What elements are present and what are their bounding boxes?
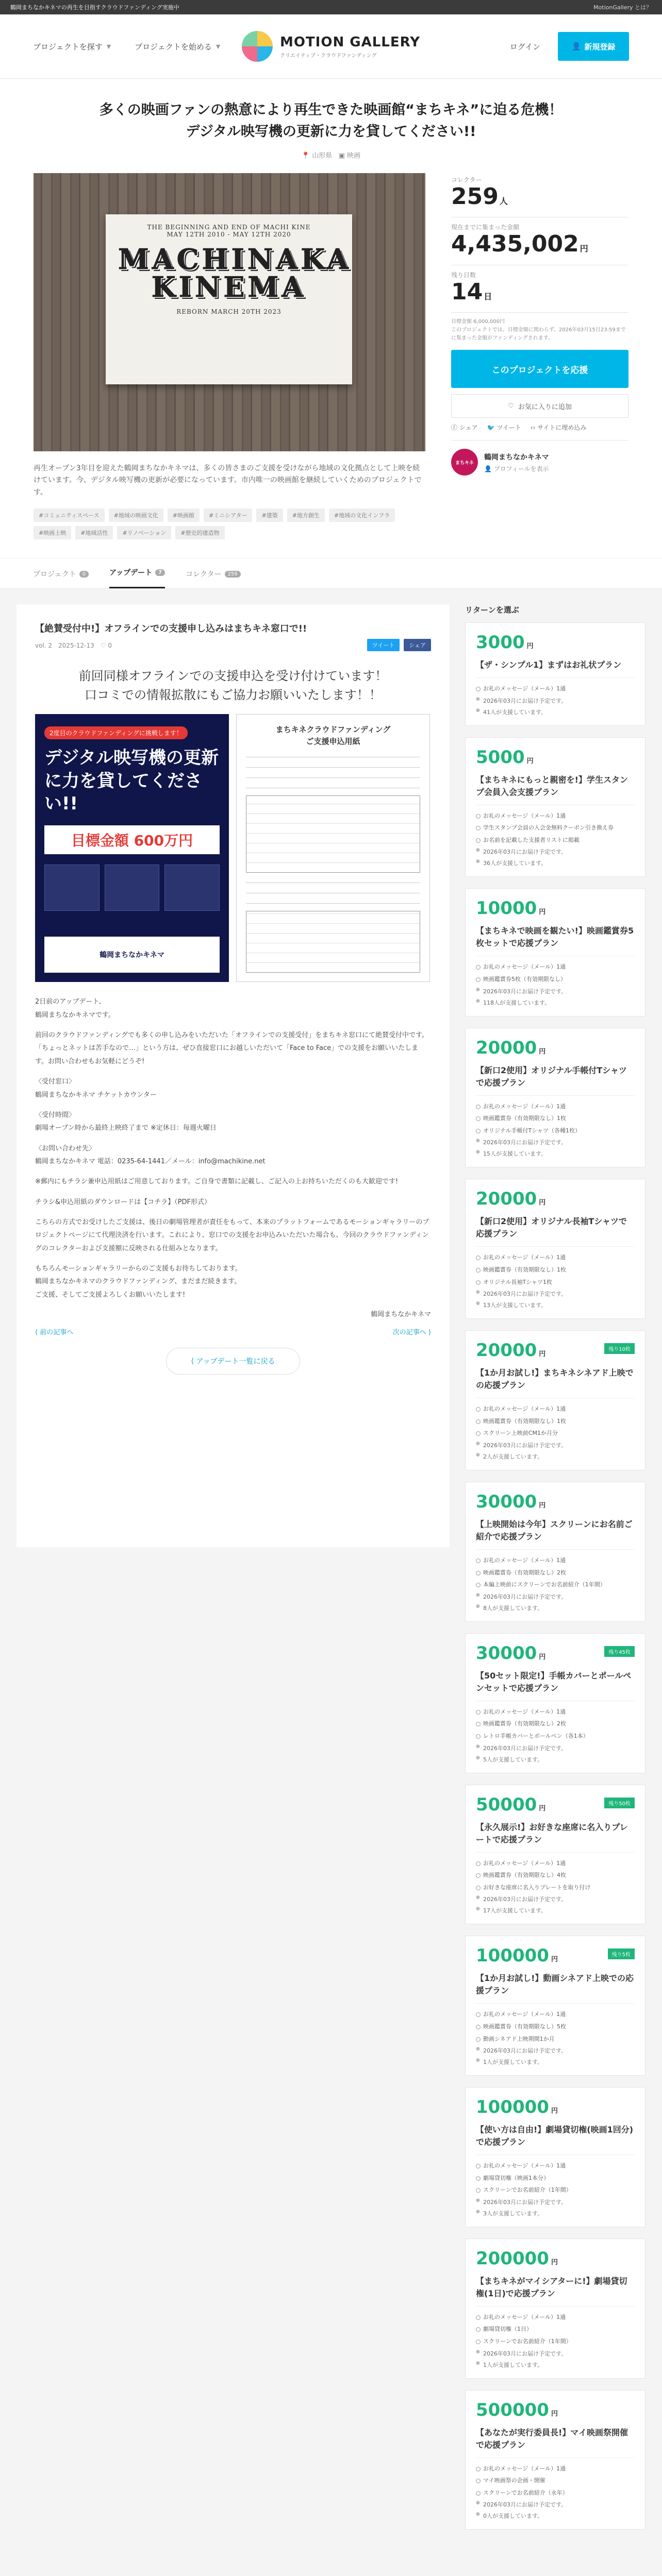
reward-item: お礼のメッセージ（メール）1通 xyxy=(476,1859,635,1868)
chevron-down-icon: ▼ xyxy=(216,43,221,50)
collectors-unit: 人 xyxy=(499,196,508,206)
update-meta: vol. 2 2025-12-13 ♡ 0 xyxy=(35,641,112,649)
arrow-left-icon: ⟨ xyxy=(191,1357,196,1365)
reward-price: 5000 円 xyxy=(476,747,534,768)
reward-meta: ● 2026年03月にお届け予定です。 xyxy=(476,1290,635,1298)
reward-item: 映画鑑賞券5枚（有効期限なし） xyxy=(476,975,635,984)
reward-item: 映画鑑賞券（有効期限なし）4枚 xyxy=(476,1871,635,1880)
limited-badge: 残り5枚 xyxy=(608,1948,635,1959)
reward-meta: ● 2026年03月にお届け予定です。 xyxy=(476,1441,635,1449)
user-icon: 👤 xyxy=(571,42,582,51)
site-header xyxy=(0,14,662,79)
limited-badge: 残り45枚 xyxy=(604,1646,635,1657)
update-lead: 前回同様オフラインでの支援申込を受け付けています！ 口コミでの情報拡散にもご協力お願いいたします！！ xyxy=(78,669,388,703)
reward-heading: リターンを選ぶ xyxy=(465,605,519,615)
update-paragraph: 〈お問い合わせ先〉 鶴岡まちなかキネマ 電話：0235-64-1441／メール：info@machikine.net xyxy=(35,1144,266,1165)
update-paragraph: 〈受付時間〉 劇場オープン時から最終上映終了まで ※定休日：毎週火曜日 xyxy=(35,1111,217,1132)
category-text[interactable]: 映画 xyxy=(347,151,361,160)
logo-mark-icon xyxy=(242,31,273,62)
reward-price: 10000 円 xyxy=(476,898,546,919)
nav-start-label: プロジェクトを始める xyxy=(135,42,212,52)
reward-name: 【まちキネで映画を観たい!】映画鑑賞券5枚セットで応援プラン xyxy=(476,926,634,948)
reward-item: オリジナル長袖Tシャツ1枚 xyxy=(476,1278,635,1287)
reward-price: 100000 円 xyxy=(476,1945,558,1967)
reward-card[interactable] xyxy=(465,622,646,726)
reward-meta: ● 15人が支援しています。 xyxy=(476,1149,635,1158)
reward-name: 【まちキネがマイシアターに!】劇場貸切権(1日)で応援プラン xyxy=(476,2276,627,2298)
reward-item: 映画鑑賞券（有効期限なし）5枚 xyxy=(476,2022,635,2031)
tab-count: 259 xyxy=(225,571,241,578)
reward-meta: ● 2026年03月にお届け予定です。 xyxy=(476,2046,635,2055)
reward-item: お礼のメッセージ（メール）1通 xyxy=(476,1253,635,1262)
flyer-footer: 鶴岡まちなかキネマ xyxy=(44,937,220,973)
campaign-flyer xyxy=(35,714,229,982)
reward-price: 20000 円 xyxy=(476,1189,546,1210)
reward-meta: ● 3人が支援しています。 xyxy=(476,2209,635,2217)
share-facebook-link[interactable]: ⓕ シェア xyxy=(451,424,478,432)
funding-note: 目標金額 6,000,000円 このプロジェクトでは、目標金額に関わらず、2026年03月15日23:59までに集まった金額がファンディングされます。 xyxy=(451,319,626,342)
share-twitter-link[interactable]: 🐦 ツイート xyxy=(487,424,521,432)
tag[interactable]: #映画上映 xyxy=(34,526,71,539)
update-paragraph: 〈受付窓口〉 鶴岡まちなかキネマ チケットカウンター xyxy=(35,1078,157,1099)
back-label: アップデート一覧に戻る xyxy=(196,1357,275,1366)
raised-amount xyxy=(451,231,628,258)
reward-card[interactable] xyxy=(465,2390,646,2530)
update-paragraph: 2日前のアップデート、 鶴岡まちなかキネマです。 xyxy=(35,998,115,1019)
flyer-photos xyxy=(44,865,220,911)
days-label: 残り日数 xyxy=(451,271,476,279)
reward-meta: ● 8人が支援しています。 xyxy=(476,1604,635,1612)
tab-project[interactable] xyxy=(33,569,89,588)
reward-item: お名前を記載した支援者リストに掲載 xyxy=(476,836,635,845)
reward-item: 本編上映前にスクリーンでお名前紹介（1年間） xyxy=(476,1580,635,1589)
about-link[interactable]: MotionGallery とは？ xyxy=(593,4,652,11)
favorite-button[interactable] xyxy=(451,394,628,418)
owner-profile-link[interactable] xyxy=(484,464,549,473)
update-paragraph: こちらの方式でお受けしたご支援は、後日の劇場管理者が責任をもって、本来のプラットフォームであるモーションギャラリーのプロジェクトページにて代理決済を行います。これにより、窓口での支援をお申込みいただいた場合も、今回のクラウドファンディングのコレクターおよび支援額に反映される仕組みとなります。 xyxy=(35,1218,429,1252)
reward-item: スクリーンでお名前紹介（1年間） xyxy=(476,2185,635,2195)
logo-subtitle: クリエイティブ・クラウドファンディング xyxy=(279,53,377,59)
reward-meta: ● 0人が支援しています。 xyxy=(476,2512,635,2520)
days-value: 14 xyxy=(451,278,483,305)
tag[interactable]: #歴史的建造物 xyxy=(175,526,224,539)
reward-name: 【使い方は自由!】劇場貸切権(映画1回分)で応援プラン xyxy=(476,2125,634,2147)
reward-item: レトロ手帳カバーとボールペン（各1本） xyxy=(476,1732,635,1741)
reward-meta: ● 13人が支援しています。 xyxy=(476,1301,635,1309)
application-form-image xyxy=(236,714,430,982)
reward-item: お礼のメッセージ（メール）1通 xyxy=(476,811,635,821)
reward-item: 学生スタンプ会員の入会金無料クーポン引き換え券 xyxy=(476,823,635,833)
plaque-line1: THE BEGINNING AND END OF MACHI KINE xyxy=(147,223,311,231)
reward-name: 【新口2使用】オリジナル手帳付Tシャツで応援プラン xyxy=(476,1065,627,1088)
reward-item: 映画鑑賞券（有効期限なし）1枚 xyxy=(476,1265,635,1275)
nav-explore-label: プロジェクトを探す xyxy=(33,42,103,52)
reward-item: オリジナル手帳付Tシャツ（各種1枚） xyxy=(476,1126,635,1136)
tab-label: コレクター xyxy=(186,570,222,579)
collectors-label: コレクター xyxy=(451,176,482,183)
reward-meta: ● 1人が支援しています。 xyxy=(476,2058,635,2066)
reward-card[interactable] xyxy=(465,1482,646,1622)
reward-name: 【あなたが実行委員長!】マイ映画祭開催で応援プラン xyxy=(476,2427,628,2450)
reward-meta: ● 5人が支援しています。 xyxy=(476,1755,635,1764)
raised-value: 4,435,002 xyxy=(451,231,579,258)
reward-item: お礼のメッセージ（メール）1通 xyxy=(476,1102,635,1111)
announcement-text: 鶴岡まちなかキネマの再生を目指すクラウドファンディング実施中 xyxy=(10,4,179,11)
tweet-label: ツイート xyxy=(496,424,521,432)
reward-card[interactable] xyxy=(465,1330,646,1470)
logo-title: MOTION GALLERY xyxy=(279,34,421,50)
collectors-count xyxy=(451,184,628,210)
reward-meta: ● 2026年03月にお届け予定です。 xyxy=(476,2198,635,2206)
tag[interactable]: #地域の文化インフラ xyxy=(329,509,395,522)
next-label: 次の記事へ xyxy=(392,1328,426,1336)
reward-item: お好きな座席に名入りプレートを取り付け xyxy=(476,1883,635,1892)
tweet-button[interactable]: ツイート xyxy=(367,639,400,651)
tab-count: 0 xyxy=(79,571,89,578)
tag[interactable]: #建築 xyxy=(256,509,283,522)
flyer-goal: 目標金額 600万円 xyxy=(44,825,220,854)
project-title: 多くの映画ファンの熱意により再生できた映画館“まちキネ”に迫る危機！ デジタル映写機の更新に力を貸してください!! xyxy=(99,102,563,140)
update-images xyxy=(35,714,431,982)
reward-item: お礼のメッセージ（メール）1通 xyxy=(476,1707,635,1717)
reward-item: 動画シネアド上映期間1か月 xyxy=(476,2035,635,2044)
tab-label: アップデート xyxy=(109,569,153,578)
reward-item: 映画鑑賞券（有効期限なし）2枚 xyxy=(476,1719,635,1728)
reward-meta: ● 2026年03月にお届け予定です。 xyxy=(476,848,635,856)
reward-name: 【50セット限定!】手帳カバーとポールペンセットで応援プラン xyxy=(476,1670,632,1693)
reward-price: 50000 円 xyxy=(476,1794,546,1815)
location-text[interactable]: 山形県 xyxy=(312,151,333,160)
category-icon: ▣ xyxy=(338,151,345,160)
reward-name: 【まちキネにもっと親密を!】学生スタンプ会員入会支援プラン xyxy=(476,774,628,797)
update-article xyxy=(16,604,450,1547)
reward-price: 3000 円 xyxy=(476,632,534,653)
reward-meta: ● 2026年03月にお届け予定です。 xyxy=(476,1592,635,1601)
project-description: 再生オープン3年目を迎えた鶴岡まちなかキネマは、多くの皆さまのご支援を受けながら地域の文化拠点として上映を続けています。今、デジタル映写機の更新が必要になっています。市内唯一の映画館を継続していくためのプロジェクトです。 xyxy=(34,464,422,497)
reward-item: お礼のメッセージ（メール）1通 xyxy=(476,684,635,693)
reward-price: 100000 円 xyxy=(476,2097,558,2118)
project-main-image xyxy=(34,173,425,451)
tab-collectors[interactable] xyxy=(186,569,241,588)
reward-card[interactable] xyxy=(465,1936,646,2076)
tab-label: プロジェクト xyxy=(33,570,76,579)
project-hero xyxy=(0,79,662,558)
share-label: シェア xyxy=(459,424,478,432)
reward-price: 20000 円 xyxy=(476,1340,546,1361)
reward-meta: ● 2026年03月にお届け予定です。 xyxy=(476,697,635,705)
prev-article-link[interactable]: ⟨ 前の記事へ xyxy=(35,1328,74,1336)
reward-price: 30000 円 xyxy=(476,1642,546,1664)
prev-label: 前の記事へ xyxy=(40,1328,74,1336)
tag-list xyxy=(34,509,425,539)
reward-item: 映画鑑賞券（有効期限なし）2枚 xyxy=(476,1568,635,1578)
register-button[interactable] xyxy=(558,32,629,61)
reward-price: 500000 円 xyxy=(476,2399,558,2420)
tag[interactable]: #映画館 xyxy=(168,509,200,522)
tab-count: 7 xyxy=(155,569,165,576)
update-paragraph: 前回のクラウドファンディングでも多くの申し込みをいただいた「オフラインでの支援受付」をまちキネ窓口にて絶賛受付中です。「ちょっとネットは苦手なので…」という方は、ぜひ直接窓口にお越しいただいて「Face to Face」での支援をお願いいたします。お問い合わせもお気軽にどうぞ! xyxy=(35,1031,428,1065)
reward-card[interactable] xyxy=(465,1179,646,1319)
tag[interactable]: #コミュニティスペース xyxy=(34,509,105,522)
reward-meta: ● 2026年03月にお届け予定です。 xyxy=(476,1895,635,1903)
plaque-line3: REBORN MARCH 20TH 2023 xyxy=(176,308,282,315)
login-link[interactable]: ログイン xyxy=(509,42,540,52)
next-article-link[interactable]: 次の記事へ ⟩ xyxy=(392,1328,431,1336)
project-location xyxy=(0,150,662,160)
reward-price: 200000 円 xyxy=(476,2248,558,2269)
reward-item: 映画鑑賞券（有効期限なし）1枚 xyxy=(476,1417,635,1426)
location-pin-icon: 📍 xyxy=(301,151,310,160)
update-paragraph: ※郵内にもチラシ兼申込用紙はご用意しております。ご自身で書類に記載し、ご記入の上お持ちいただくのも大歓迎です! xyxy=(35,1178,399,1186)
reward-card[interactable] xyxy=(465,1028,646,1168)
reward-item: スクリーンでお名前紹介（1年間） xyxy=(476,2337,635,2346)
reward-meta: ● 1人が支援しています。 xyxy=(476,2361,635,2369)
chevron-down-icon: ▼ xyxy=(106,43,111,50)
reward-item: お礼のメッセージ（メール）1通 xyxy=(476,2010,635,2019)
reward-item: スクリーンでお名前紹介（永年） xyxy=(476,2488,635,2498)
update-body xyxy=(35,995,431,1301)
reward-card[interactable] xyxy=(465,1785,646,1925)
reward-card[interactable] xyxy=(465,1633,646,1773)
reward-item: 劇場貸切権（映画1本分） xyxy=(476,2174,635,2183)
back-to-updates-button[interactable] xyxy=(166,1348,300,1375)
person-icon: 👤 xyxy=(484,465,492,472)
owner-name[interactable]: 鶴岡まちなかキネマ xyxy=(484,453,549,462)
reward-name: 【ザ・シンプル1】まずはお礼状プラン xyxy=(476,660,622,670)
reward-card[interactable] xyxy=(465,2239,646,2379)
update-title: 【絶賛受付中!】オフラインでの支援申し込みはまちキネ窓口で!! xyxy=(35,623,307,635)
reward-name: 【1か月お試し!】動画シネアド上映での応援プラン xyxy=(476,1973,634,1996)
project-owner[interactable] xyxy=(451,449,628,476)
reward-list xyxy=(465,604,646,2541)
tag[interactable]: #地域活性 xyxy=(75,526,113,539)
tag[interactable]: #リノベーション xyxy=(117,526,171,539)
plaque-title: MACHINAKA KINEMA xyxy=(118,242,352,303)
register-label: 新規登録 xyxy=(584,42,616,52)
project-tabs xyxy=(0,558,662,589)
reward-item: お礼のメッセージ（メール）1通 xyxy=(476,962,635,972)
reward-meta: ● 36人が支援しています。 xyxy=(476,859,635,867)
embed-link[interactable]: ‹› サイトに埋め込み xyxy=(530,424,587,432)
reward-item: お礼のメッセージ（メール）1通 xyxy=(476,1404,635,1414)
form-heading: まちキネクラウドファンディング ご支援申込用紙 xyxy=(275,725,391,746)
reward-card[interactable] xyxy=(465,2087,646,2227)
limited-badge: 残り10枚 xyxy=(604,1343,635,1354)
reward-item: お礼のメッセージ（メール）1通 xyxy=(476,2464,635,2473)
nav-start[interactable] xyxy=(135,41,220,52)
avatar: まちキネ xyxy=(451,449,478,476)
project-stats xyxy=(451,173,628,539)
reward-name: 【上映開始は今年】スクリーンにお名前ご紹介で応援プラン xyxy=(476,1519,633,1541)
update-signature: 鶴岡まちなかキネマ xyxy=(371,1310,431,1318)
reward-item: マイ映画祭の企画・開催 xyxy=(476,2476,635,2485)
reward-item: お礼のメッセージ（メール）1通 xyxy=(476,1556,635,1565)
nav-explore[interactable] xyxy=(33,41,111,52)
heart-icon: ♡ xyxy=(508,402,514,410)
update-paragraph: チラシ&申込用紙のダウンロードは【コチラ】（PDF形式） xyxy=(35,1198,211,1206)
reward-meta: ● 2人が支援しています。 xyxy=(476,1452,635,1461)
plaque-line2: MAY 12TH 2010 - MAY 12TH 2020 xyxy=(167,230,291,238)
tab-updates[interactable] xyxy=(109,567,165,588)
announcement-bar xyxy=(0,0,662,14)
limited-badge: 残り50枚 xyxy=(604,1798,635,1808)
reward-card[interactable] xyxy=(465,737,646,877)
reward-meta: ● 2026年03月にお届け予定です。 xyxy=(476,2500,635,2509)
tag[interactable]: #地方創生 xyxy=(287,509,325,522)
reward-meta: ● 41人が支援しています。 xyxy=(476,708,635,716)
raised-unit: 円 xyxy=(580,244,588,254)
reward-item: スクリーン上映前CM1か月分 xyxy=(476,1429,635,1438)
reward-item: 映画鑑賞券（有効期限なし）1枚 xyxy=(476,1114,635,1123)
reward-price: 20000 円 xyxy=(476,1037,546,1058)
collectors-value: 259 xyxy=(451,183,499,210)
reward-meta: ● 2026年03月にお届け予定です。 xyxy=(476,1744,635,1752)
days-left xyxy=(451,279,628,306)
reward-meta: ● 2026年03月にお届け予定です。 xyxy=(476,1138,635,1146)
reward-meta: ● 118人が支援しています。 xyxy=(476,998,635,1007)
tag[interactable]: #地域の映画文化 xyxy=(109,509,163,522)
flyer-title: デジタル映写機の更新に力を貸してください!! xyxy=(44,748,219,814)
facebook-share-button[interactable]: シェア xyxy=(404,639,431,651)
reward-name: 【永久展示!】お好きな座席に名入りプレートで応援プラン xyxy=(476,1822,628,1844)
site-logo[interactable] xyxy=(242,31,420,62)
reward-meta: ● 17人が支援しています。 xyxy=(476,1906,635,1914)
reward-item: 劇場貸切権（1日） xyxy=(476,2325,635,2334)
share-links xyxy=(451,423,628,440)
reward-price: 30000 円 xyxy=(476,1491,546,1512)
reward-name: 【1か月お試し!】まちキネシネアド上映での応援プラン xyxy=(476,1368,634,1391)
embed-label: サイトに埋め込み xyxy=(537,424,587,432)
reward-item: お礼のメッセージ（メール）1通 xyxy=(476,2161,635,2171)
reward-meta: ● 2026年03月にお届け予定です。 xyxy=(476,987,635,995)
profile-label: プロフィールを表示 xyxy=(493,465,549,472)
commemorative-plaque xyxy=(106,214,352,384)
update-paragraph: もちろんモーションギャラリーからのご支援もお待ちしております。 鶴岡まちなかキネマのクラウドファンディング、まだまだ続きます。 ご支援、そしてご支援よろしくお願いいたします! xyxy=(35,1264,242,1299)
reward-name: 【新口2使用】オリジナル長袖Tシャツで応援プラン xyxy=(476,1216,627,1239)
favorite-label: お気に入りに追加 xyxy=(518,403,572,411)
support-project-button[interactable]: このプロジェクトを応援 xyxy=(451,350,628,388)
header-nav xyxy=(33,41,220,52)
reward-item: お礼のメッセージ（メール）1通 xyxy=(476,2313,635,2322)
days-unit: 日 xyxy=(484,291,492,301)
reward-card[interactable] xyxy=(465,888,646,1016)
flyer-badge: 2度目のクラウドファンディングに挑戦します！ xyxy=(44,726,188,739)
raised-label: 現在までに集まった金額 xyxy=(451,224,520,231)
reward-meta: ● 2026年03月にお届け予定です。 xyxy=(476,2349,635,2358)
tag[interactable]: #ミニシアター xyxy=(204,509,252,522)
